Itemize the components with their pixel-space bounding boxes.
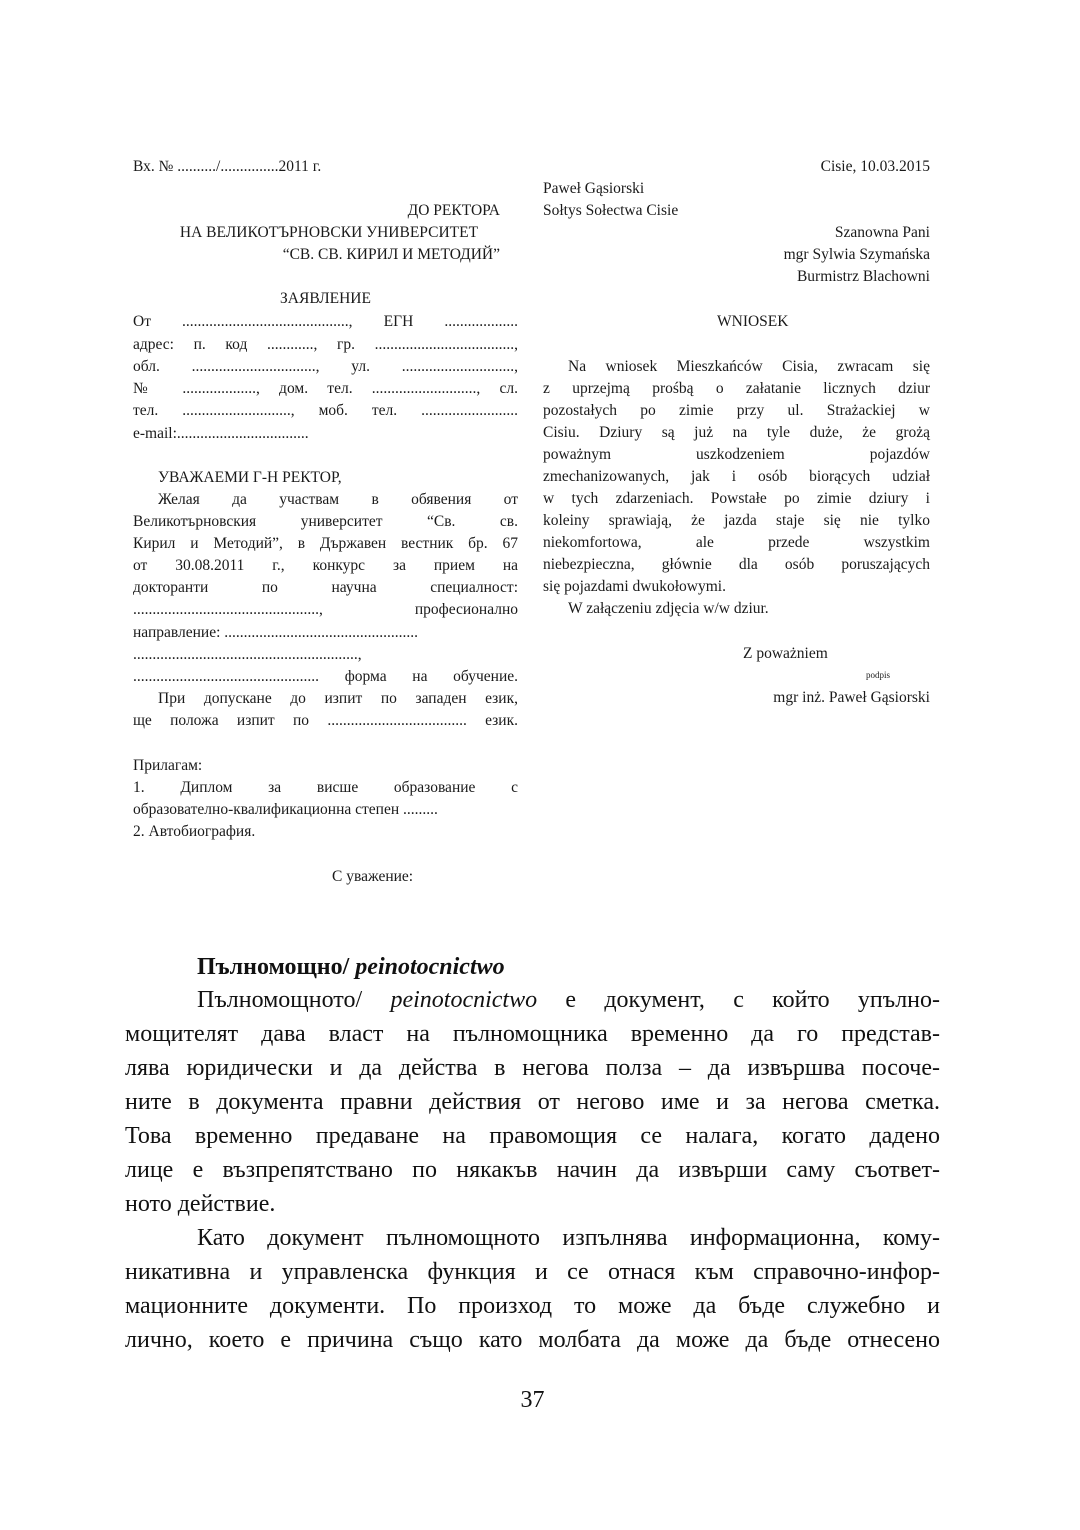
body-line: ................................................, професионално (133, 601, 518, 618)
body-line: Cisiu. Dziury są już na tyle duże, że grożą (543, 424, 930, 441)
body-line: pozostałych po zimie przy ul. Strażackiej w (543, 402, 930, 419)
signer-name: mgr inż. Paweł Gąsiorski (773, 689, 930, 706)
recipient-line: Szanowna Pani (834, 224, 930, 241)
body-line: Желая да участвам в обявения от (158, 491, 518, 508)
body-line: от 30.08.2011 г., конкурс за прием на (133, 557, 518, 574)
entry-number: Вх. № ........../...............2011 г. (133, 158, 322, 175)
body-line: .........................................................., (133, 646, 362, 663)
line-italic: peinotocnictwo (390, 987, 538, 1013)
body-line: z uprzejmą prośbą o załatanie licznych dziur (543, 380, 930, 397)
body-line: Кирил и Методий”, в Държавен вестник бр. 67 (133, 535, 518, 552)
paragraph-line: лице е възпрепятствано по някакъв начин да извърши саму съответ- (125, 1157, 940, 1183)
page-number: 37 (520, 1387, 545, 1413)
body-line: niekomfortowa, ale przede wszystkim (543, 534, 930, 551)
body-line: ще положа изпит по .................................... език. (133, 712, 518, 729)
paragraph-line (125, 983, 940, 1017)
place-date: Cisie, 10.03.2015 (820, 158, 930, 175)
body-line: Na wniosek Mieszkańców Cisia, zwracam się (568, 358, 930, 375)
attachment-item: 1. Диплом за висше образование с (133, 779, 518, 796)
line-text: е документ, с който упълно- (537, 987, 941, 1013)
paragraph-line: лява юридически и да действа в негова полза – да извършва посоче- (125, 1055, 940, 1081)
body-line: направление: .................................................. (133, 624, 419, 641)
form-field-line: адрес: п. код ............, гр. ...................................., (133, 336, 518, 353)
paragraph-line: ното действие. (125, 1191, 276, 1217)
addressee-line: ДО РЕКТОРА (407, 202, 500, 219)
form-field-line: От ..........................................., ЕГН ................... (133, 313, 518, 330)
body-line: się pojazdami dwukołowymi. (543, 578, 726, 595)
attachments-label: Прилагам: (133, 757, 203, 774)
heading-italic: peinotocnictwo (355, 954, 505, 980)
paragraph-line: Това временно предаване на правомощия се налага, когато дадено (125, 1123, 940, 1149)
body-line: poważnym uszkodzeniem pojazdów (543, 446, 930, 463)
closing: С уважение: (332, 868, 414, 885)
form-field-line: e-mail:.................................. (133, 425, 309, 442)
heading-text: Пълномощно/ (197, 954, 356, 980)
application-title: ЗАЯВЛЕНИЕ (280, 290, 371, 307)
body-line: niebezpieczna, głównie dla osób poruszających (543, 556, 930, 573)
paragraph-line: Като документ пълномощното изпълнява информационна, кому- (197, 1225, 940, 1251)
paragraph-line: ните в документа правни действия от негово име и за негова сметка. (125, 1089, 940, 1115)
signature-label: podpis (866, 670, 891, 680)
salutation: УВАЖАЕМИ Г-Н РЕКТОР, (158, 469, 342, 486)
body-line: W załączeniu zdjęcia w/w dziur. (568, 600, 769, 617)
body-line: Великотърновския университет “Св. св. (133, 513, 518, 530)
sender-line: Paweł Gąsiorski (543, 180, 645, 197)
attachment-item: образователно-квалификационна степен ......... (133, 801, 438, 818)
paragraph-line: мационните документи. По произход то може да бъде служебно и (125, 1293, 940, 1319)
body-line: w tych zdarzeniach. Powstałe po zimie dziury i (543, 490, 930, 507)
attachment-item: 2. Автобиография. (133, 823, 256, 840)
paragraph-line: лично, което е причина също като молбата да може да бъде отнесено (125, 1327, 940, 1353)
closing: Z poważniem (743, 645, 828, 662)
request-title: WNIOSEK (717, 313, 789, 330)
paragraph-line: мощителят дава власт на пълномощника временно да го представ- (125, 1021, 940, 1047)
body-line: При допускане до изпит по западен език, (158, 690, 518, 707)
addressee-line: НА ВЕЛИКОТЪРНОВСКИ УНИВЕРСИТЕТ (179, 224, 479, 241)
recipient-line: Burmistrz Blachowni (796, 268, 930, 285)
form-field-line: тел. ............................, моб. тел. ......................... (133, 402, 518, 419)
paragraph-line: никативна и управленска функция и се отнася към справочно-инфор- (125, 1259, 940, 1285)
body-line: koleiny sprawiają, że jazda staje się nie tylko (543, 512, 930, 529)
line-text: Пълномощното/ (197, 987, 391, 1013)
addressee-line: “СВ. СВ. КИРИЛ И МЕТОДИЙ” (282, 246, 500, 263)
body-line: ................................................ форма на обучение. (133, 668, 518, 685)
sender-line: Sołtys Sołectwa Cisie (543, 202, 679, 219)
body-line: докторанти по научна специалност: (133, 579, 518, 596)
form-field-line: № ..................., дом. тел. ..........................., сл. (133, 380, 518, 397)
recipient-line: mgr Sylwia Szymańska (783, 246, 930, 263)
form-field-line: обл. ................................, ул. ............................., (133, 358, 518, 375)
section-heading (197, 950, 1012, 984)
body-line: zmechanizowanych, jak i osób biorących udział (543, 468, 930, 485)
